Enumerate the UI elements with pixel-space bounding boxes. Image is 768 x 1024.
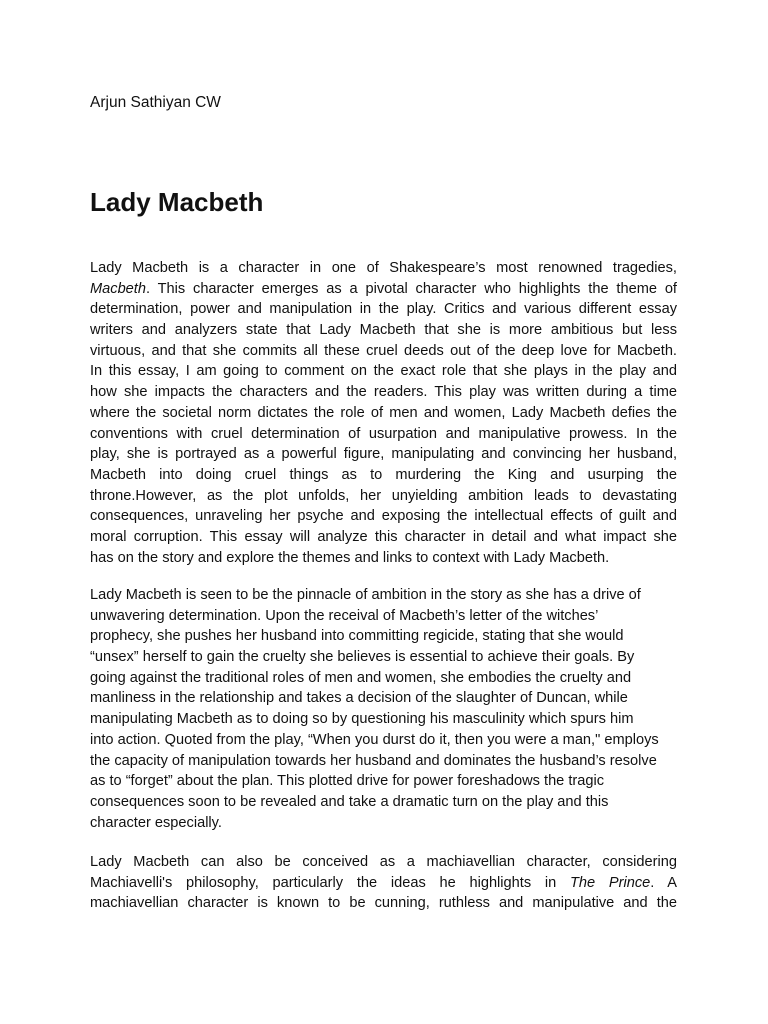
italic-play-title: Macbeth	[90, 280, 146, 297]
text-line: has on the story and explore the themes and links to context with Lady Macbeth.	[90, 549, 610, 566]
text-span: . A	[650, 874, 677, 891]
text-line: “unsex” herself to gain the cruelty she believes is essential to achieve their goals. By	[90, 649, 635, 666]
text-line: virtuous, and that she commits all these cruel deeds out of the deep love for Macbeth.	[90, 342, 677, 359]
author-name: Arjun Sathiyan CW	[90, 94, 221, 111]
text-line: Macbeth into doing cruel things as to murdering the King and usurping the	[90, 466, 677, 483]
text-span: Machiavelli's philosophy, particularly the ideas he highlights in	[90, 874, 570, 891]
text-line: consequences, unraveling her psyche and exposing the intellectual effects of guilt and	[90, 508, 677, 525]
text-span: . This character emerges as a pivotal character who highlights the theme of	[145, 280, 677, 297]
text-line	[90, 873, 677, 894]
text-line: conventions with cruel determination of usurpation and manipulative prowess. In the	[90, 425, 677, 442]
text-line: into action. Quoted from the play, “When you durst do it, then you were a man," employs	[90, 731, 659, 748]
text-line: determination, power and manipulation in the play. Critics and various different essay	[90, 301, 677, 318]
text-line: machiavellian character is known to be cunning, ruthless and manipulative and the	[90, 895, 677, 912]
text-line	[90, 279, 677, 300]
text-line: consequences soon to be revealed and take a dramatic turn on the play and this	[90, 793, 609, 810]
text-line: throne.However, as the plot unfolds, her unyielding ambition leads to devastating	[90, 487, 677, 504]
text-line: going against the traditional roles of men and women, she embodies the cruelty and	[90, 669, 632, 686]
text-line: prophecy, she pushes her husband into committing regicide, stating that she would	[90, 628, 624, 645]
text-line: Lady Macbeth is a character in one of Shakespeare’s most renowned tragedies,	[90, 260, 677, 276]
paragraph-ambition	[90, 585, 677, 833]
page-title: Lady Macbeth	[90, 187, 264, 217]
text-line: where the societal norm dictates the role of men and women, Lady Macbeth defies the	[90, 404, 677, 421]
text-line: as to “forget” about the plan. This plotted drive for power foreshadows the tragic	[90, 773, 605, 790]
text-line: manipulating Macbeth as to doing so by questioning his masculinity which spurs him	[90, 711, 634, 728]
text-line: the capacity of manipulation towards her husband and dominates the husband’s resolve	[90, 752, 657, 769]
text-line: how she impacts the characters and the readers. This play was written during a time	[90, 384, 677, 401]
paragraph-intro	[90, 258, 677, 568]
text-line: manliness in the relationship and takes a decision of the slaughter of Duncan, while	[90, 690, 628, 707]
italic-book-title: The Prince	[569, 874, 651, 891]
text-line: play, she is portrayed as a powerful figure, manipulating and convincing her husband,	[90, 446, 677, 463]
text-line: unwavering determination. Upon the receival of Macbeth’s letter of the witches’	[90, 607, 599, 624]
text-line: Lady Macbeth is seen to be the pinnacle of ambition in the story as she has a drive of	[90, 587, 641, 603]
text-line: In this essay, I am going to comment on the exact role that she plays in the play and	[90, 363, 677, 380]
text-line: moral corruption. This essay will analyze this character in detail and what impact she	[90, 528, 677, 545]
text-line: writers and analyzers state that Lady Macbeth that she is more ambitious but less	[90, 322, 677, 339]
text-line: Lady Macbeth can also be conceived as a machiavellian character, considering	[90, 854, 677, 870]
paragraph-machiavellian	[90, 852, 677, 914]
text-line: character especially.	[90, 814, 222, 831]
